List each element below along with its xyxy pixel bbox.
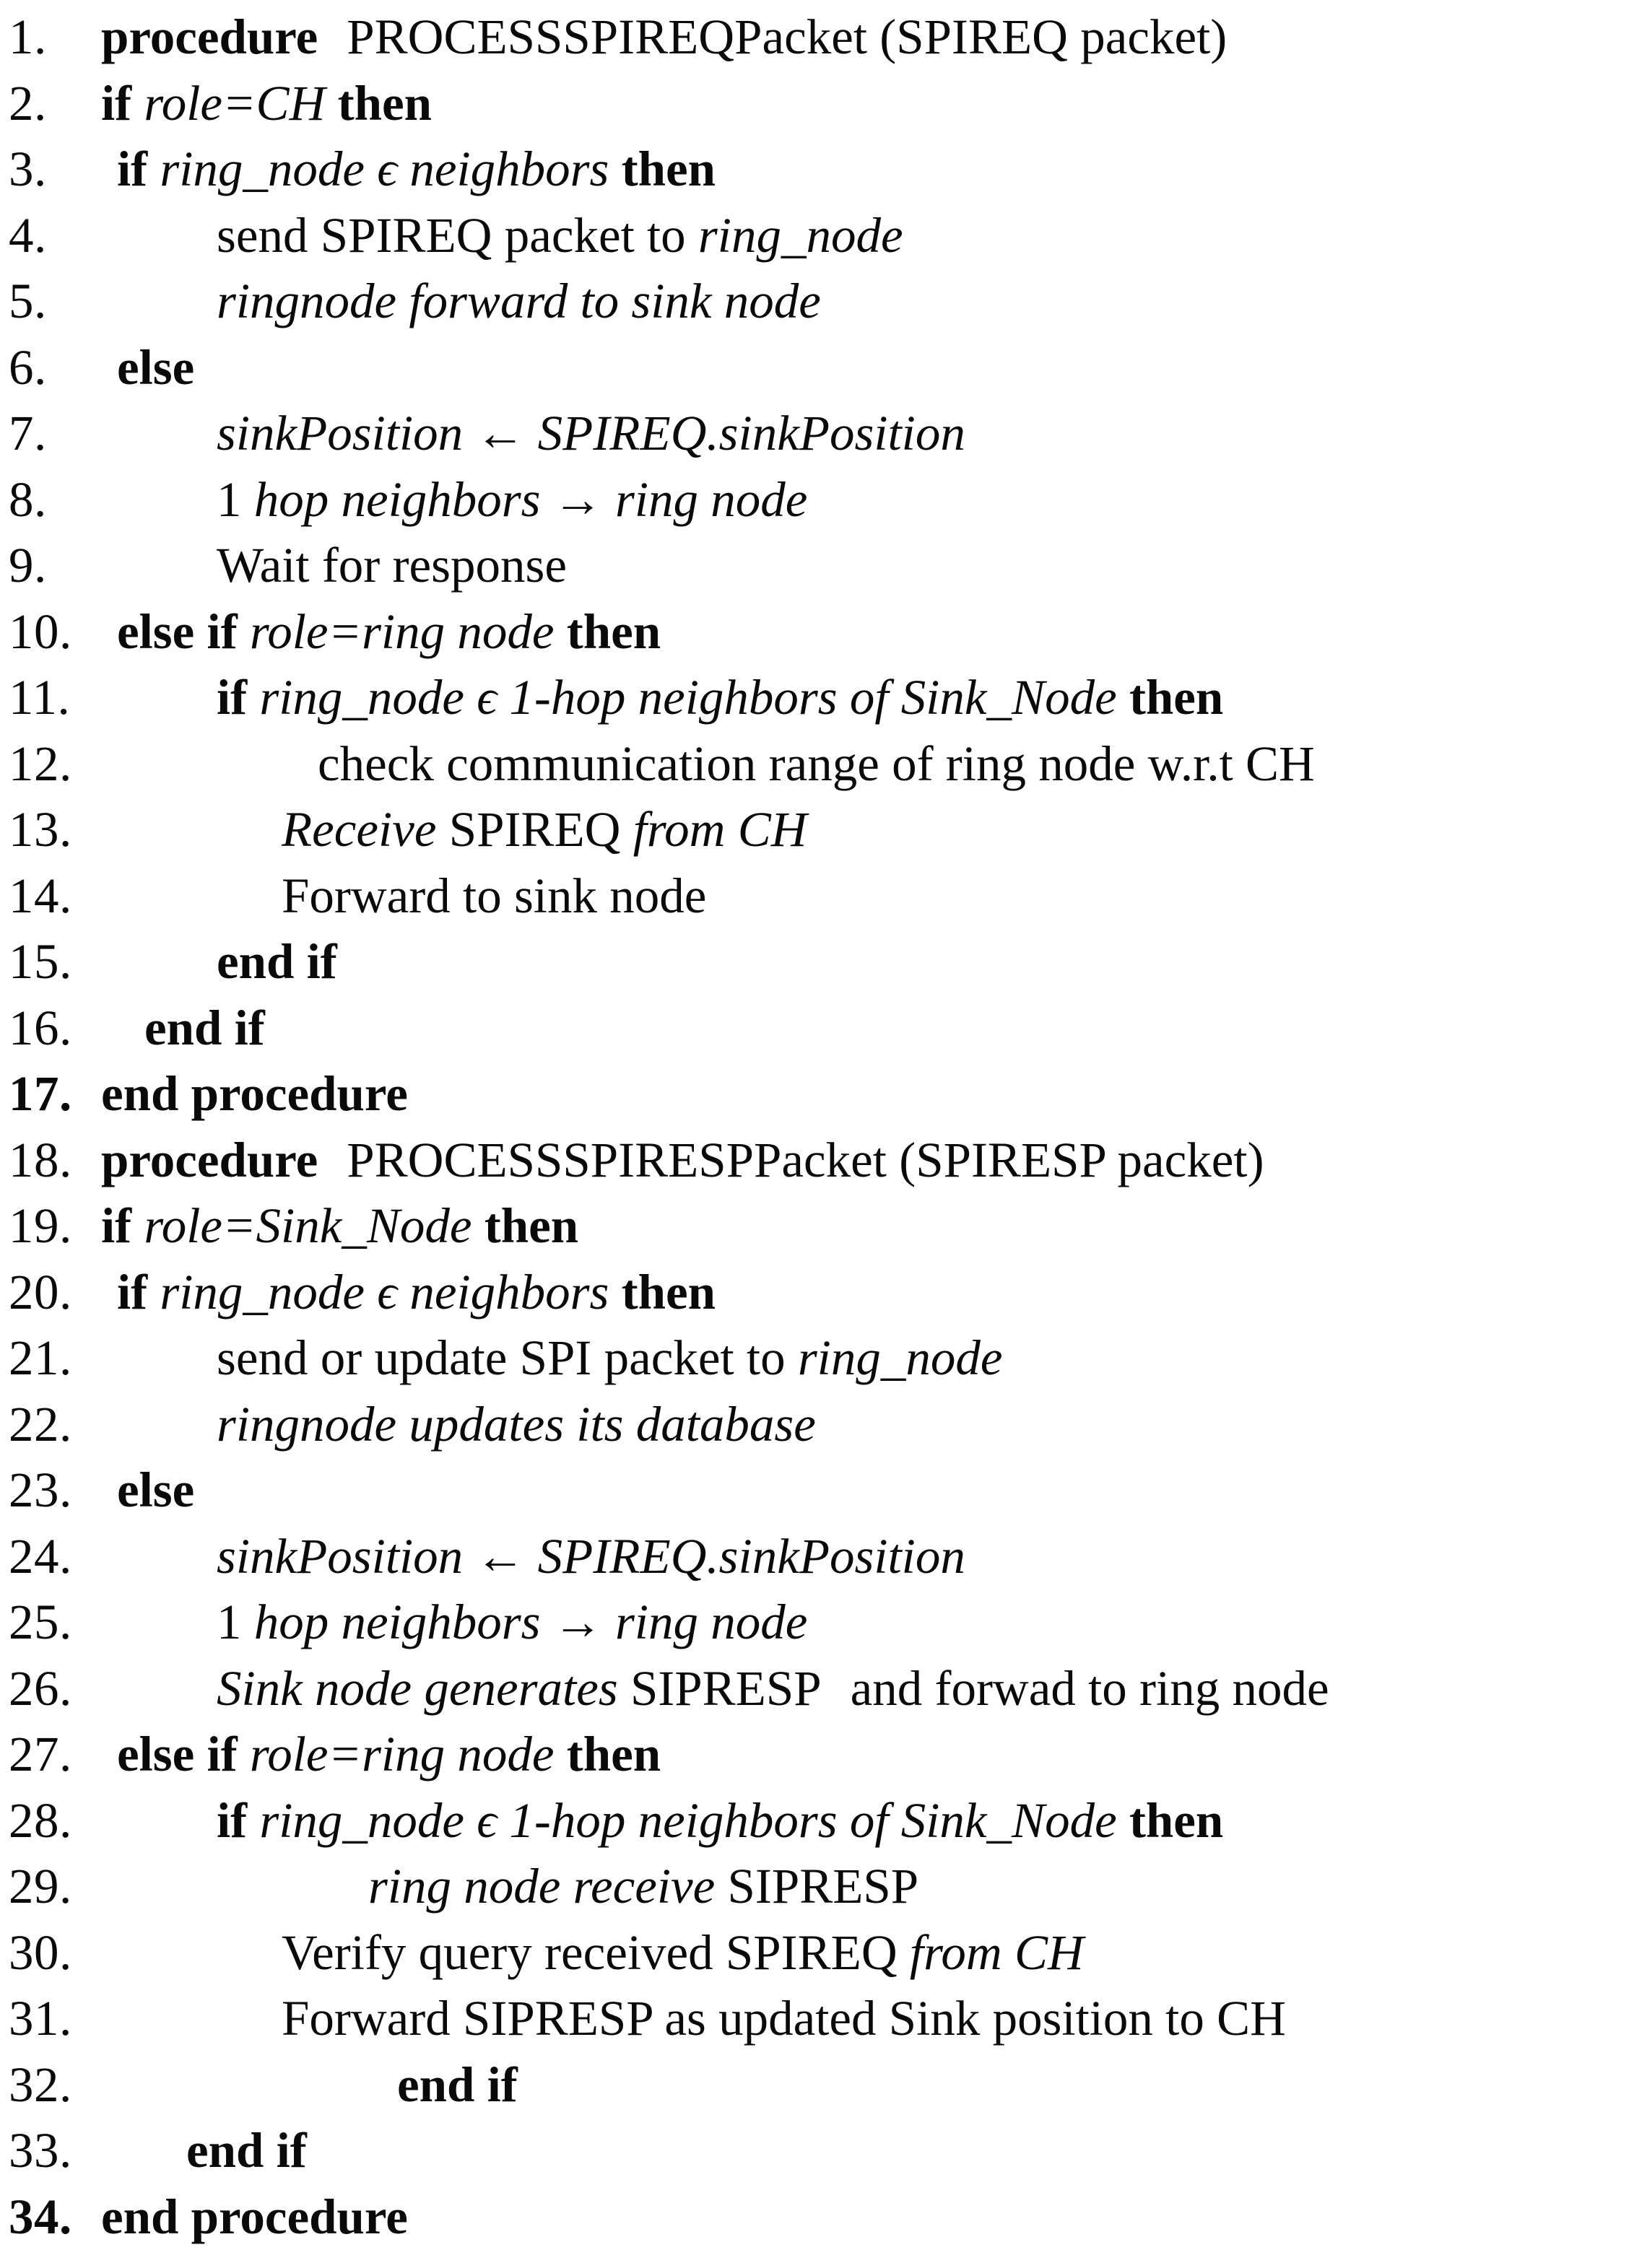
line-text — [101, 1392, 1647, 1458]
code-token: Receive — [282, 802, 437, 857]
line-text — [101, 1128, 1647, 1194]
code-token: ring_node — [797, 1330, 1003, 1385]
code-line — [0, 1722, 1647, 1788]
code-line — [0, 665, 1647, 731]
code-token: 1 — [217, 471, 254, 527]
code-token: check communication range of ring node w.r.t CH — [318, 736, 1315, 791]
code-token: SIPRESP — [617, 1660, 822, 1716]
line-text — [101, 1061, 1647, 1128]
line-number: 32. — [9, 2057, 72, 2112]
line-number: 28. — [9, 1792, 72, 1848]
code-line — [0, 929, 1647, 995]
code-token: ← — [463, 406, 538, 461]
code-token: ← — [463, 1528, 538, 1584]
line-text — [101, 533, 1647, 599]
line-text — [101, 1325, 1647, 1392]
code-token: if — [117, 141, 160, 196]
line-text — [101, 401, 1647, 467]
code-token: ring_node ϵ neighbors — [160, 141, 609, 196]
line-text — [101, 1854, 1647, 1920]
line-number: 12. — [9, 736, 72, 791]
code-token: ringnode updates its database — [217, 1396, 816, 1452]
line-number: 21. — [9, 1330, 72, 1385]
code-line — [0, 1128, 1647, 1194]
code-token: SPIREQ.sinkPosition — [537, 406, 965, 461]
line-text — [101, 1589, 1647, 1656]
line-number: 25. — [9, 1595, 72, 1649]
code-token: role=CH — [144, 75, 326, 131]
code-line — [0, 1193, 1647, 1260]
line-number: 13. — [9, 802, 72, 857]
code-token: end procedure — [101, 2189, 408, 2244]
code-token — [554, 604, 566, 659]
line-text — [101, 731, 1647, 798]
code-line — [0, 995, 1647, 1062]
code-line — [0, 1061, 1647, 1128]
line-text — [101, 136, 1647, 203]
code-token: Forward to sink node — [282, 868, 707, 923]
code-token: if — [117, 1264, 160, 1320]
code-line — [0, 1920, 1647, 1986]
code-token — [472, 1198, 484, 1253]
code-line — [0, 2052, 1647, 2119]
line-number: 10. — [9, 603, 72, 659]
code-token: role=ring node — [249, 603, 555, 659]
code-token: send SPIREQ packet to — [217, 207, 698, 263]
code-line — [0, 533, 1647, 599]
line-text — [101, 2184, 1647, 2251]
code-line — [0, 71, 1647, 137]
code-token: Sink node generates — [217, 1660, 618, 1716]
line-text — [101, 4, 1647, 71]
code-line — [0, 1457, 1647, 1524]
code-line — [0, 797, 1647, 863]
line-text — [101, 1722, 1647, 1788]
code-token: 1 — [217, 1595, 254, 1649]
code-token: then — [566, 1727, 661, 1781]
line-text — [101, 1920, 1647, 1986]
code-token — [1117, 670, 1129, 725]
line-number: 8. — [9, 471, 47, 527]
code-line — [0, 335, 1647, 401]
code-token: ring_node ϵ 1-hop neighbors of Sink_Node — [259, 1792, 1117, 1848]
code-token: sinkPosition — [217, 1528, 464, 1584]
code-line — [0, 1392, 1647, 1458]
line-text — [101, 665, 1647, 731]
code-token: if — [101, 75, 144, 131]
code-token: send or update SPI packet to — [217, 1330, 798, 1385]
code-token: ring_node ϵ neighbors — [160, 1264, 609, 1320]
line-number: 31. — [9, 1991, 72, 2046]
code-token: sinkPosition — [217, 406, 464, 461]
line-number: 24. — [9, 1528, 72, 1584]
code-token: then — [337, 75, 433, 131]
code-token: SPIREQ.sinkPosition — [537, 1528, 965, 1584]
code-token: end if — [186, 2123, 307, 2178]
code-token: end if — [144, 1000, 265, 1055]
line-number: 30. — [9, 1924, 72, 1980]
code-line — [0, 2118, 1647, 2184]
code-line — [0, 467, 1647, 533]
line-number: 34. — [9, 2189, 72, 2244]
line-number: 5. — [9, 274, 47, 328]
line-number: 16. — [9, 1000, 72, 1055]
line-number: 2. — [9, 75, 47, 131]
line-number: 27. — [9, 1727, 72, 1781]
code-token: if — [101, 1198, 144, 1253]
line-text — [101, 335, 1647, 401]
line-text — [101, 71, 1647, 137]
code-line — [0, 1854, 1647, 1920]
code-token: ring node receive — [368, 1859, 716, 1914]
code-token: then — [1129, 1792, 1224, 1848]
code-token — [609, 1265, 621, 1320]
line-number: 29. — [9, 1859, 72, 1914]
code-line — [0, 731, 1647, 798]
code-token: then — [621, 1264, 716, 1320]
code-token: PROCESSSPIREQPacket (SPIREQ packet) — [347, 9, 1227, 64]
code-line — [0, 401, 1647, 467]
code-line — [0, 1325, 1647, 1392]
code-token: Verify query received SPIREQ — [282, 1924, 910, 1980]
code-line — [0, 1260, 1647, 1326]
code-token: end if — [397, 2057, 518, 2112]
code-token: procedure — [101, 1132, 318, 1187]
code-line — [0, 1524, 1647, 1590]
code-token: else — [117, 339, 195, 395]
code-line — [0, 863, 1647, 930]
line-text — [101, 929, 1647, 995]
code-token: Forward SIPRESP as updated Sink position to CH — [282, 1991, 1286, 2046]
line-text — [101, 599, 1647, 666]
line-number: 18. — [9, 1132, 72, 1187]
line-text — [101, 2118, 1647, 2184]
code-line — [0, 1986, 1647, 2052]
line-number: 9. — [9, 538, 47, 593]
code-token: Wait for response — [217, 538, 567, 593]
code-line — [0, 1788, 1647, 1854]
code-token: then — [484, 1198, 579, 1253]
code-token: if — [217, 670, 260, 725]
code-token: ring_node — [698, 207, 903, 263]
code-line — [0, 599, 1647, 666]
code-token: role=Sink_Node — [144, 1198, 472, 1253]
code-token: role=ring node — [249, 1727, 555, 1781]
line-text — [101, 269, 1647, 335]
code-token: procedure — [101, 9, 318, 64]
code-token: else if — [117, 1727, 250, 1781]
code-token — [609, 141, 621, 196]
code-token — [554, 1727, 566, 1781]
code-token — [1117, 1793, 1129, 1848]
line-number: 26. — [9, 1660, 72, 1716]
line-number: 19. — [9, 1198, 72, 1253]
line-number: 15. — [9, 934, 72, 989]
line-number: 33. — [9, 2123, 72, 2178]
code-token: hop neighbors → ring node — [253, 471, 808, 527]
line-number: 6. — [9, 339, 47, 395]
line-text — [101, 863, 1647, 930]
code-token: hop neighbors → ring node — [253, 1595, 808, 1649]
code-token: if — [217, 1792, 260, 1848]
line-text — [101, 1656, 1647, 1722]
line-number: 7. — [9, 406, 47, 461]
code-token: else — [117, 1462, 195, 1517]
line-number: 4. — [9, 207, 47, 263]
line-text — [101, 203, 1647, 269]
code-token: then — [566, 603, 661, 659]
code-line — [0, 203, 1647, 269]
code-token: from CH — [909, 1924, 1084, 1980]
code-token: ringnode forward to sink node — [217, 274, 821, 328]
line-number: 1. — [9, 9, 47, 64]
line-text — [101, 1524, 1647, 1590]
line-number: 3. — [9, 141, 47, 196]
code-token: end procedure — [101, 1066, 408, 1121]
line-number: 23. — [9, 1462, 72, 1517]
code-line — [0, 1589, 1647, 1656]
line-text — [101, 1193, 1647, 1260]
line-number: 14. — [9, 868, 72, 923]
line-number: 22. — [9, 1396, 72, 1452]
line-text — [101, 1986, 1647, 2052]
code-token: SIPRESP — [715, 1859, 919, 1914]
code-token: then — [1129, 670, 1224, 725]
line-text — [101, 1457, 1647, 1524]
code-token: end if — [217, 934, 337, 989]
line-text — [101, 1788, 1647, 1854]
code-token: PROCESSSPIRESPPacket (SPIRESP packet) — [347, 1132, 1264, 1187]
line-number: 11. — [9, 670, 71, 725]
code-token: from CH — [633, 802, 807, 857]
code-token — [325, 76, 337, 131]
code-line — [0, 4, 1647, 71]
code-token: else if — [117, 603, 250, 659]
line-number: 20. — [9, 1264, 72, 1320]
code-token: then — [621, 141, 716, 196]
line-text — [101, 995, 1647, 1062]
code-token: SPIREQ — [436, 802, 633, 857]
code-token: and forwad to ring node — [850, 1660, 1329, 1716]
code-line — [0, 1656, 1647, 1722]
code-line — [0, 136, 1647, 203]
line-text — [101, 2052, 1647, 2119]
line-number: 17. — [9, 1066, 72, 1121]
line-text — [101, 797, 1647, 863]
line-text — [101, 1260, 1647, 1326]
code-line — [0, 269, 1647, 335]
code-token: ring_node ϵ 1-hop neighbors of Sink_Node — [259, 670, 1117, 725]
line-text — [101, 467, 1647, 533]
code-line — [0, 2184, 1647, 2251]
